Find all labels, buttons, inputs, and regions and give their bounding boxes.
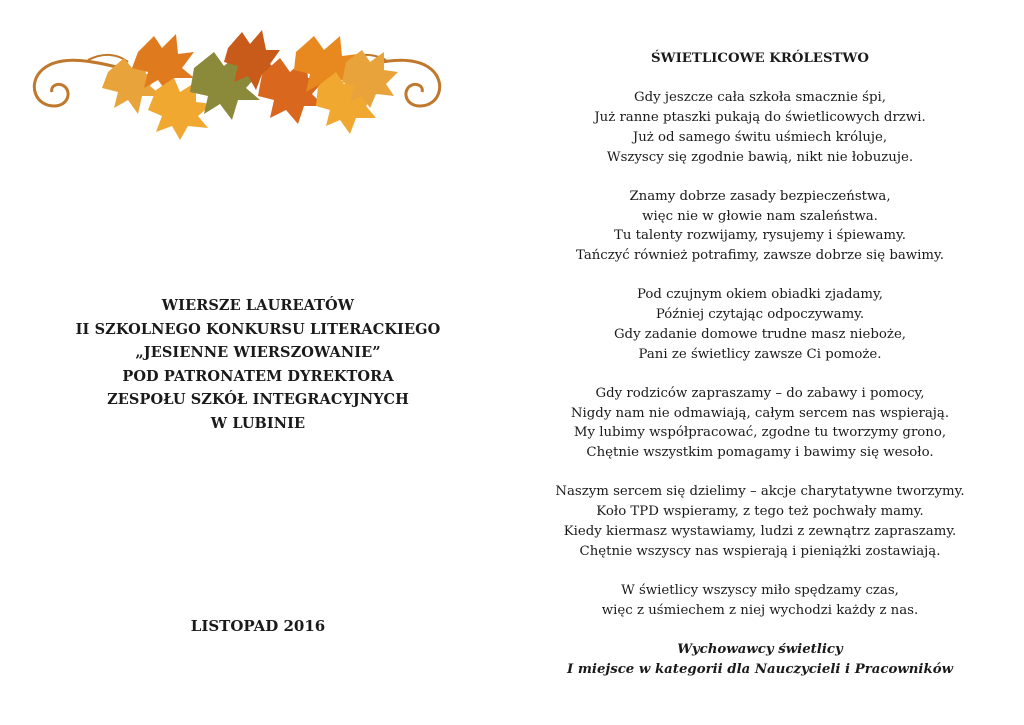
poem-line: My lubimy współpracować, zgodne tu tworzymy grono, <box>573 425 947 441</box>
poem-line: Wszyscy się zgodnie bawią, nikt nie łobuzuje. <box>606 149 914 165</box>
title-line: W LUBINIE <box>210 414 306 432</box>
poem-line: Później czytając odpoczywamy. <box>655 307 865 323</box>
right-page <box>512 0 1024 725</box>
stanza <box>512 187 1008 266</box>
poem-line: Znamy dobrze zasady bezpieczeństwa, <box>629 188 891 204</box>
poem-line: Gdy rodziców zapraszamy – do zabawy i pomocy, <box>595 385 925 401</box>
poem-line: W świetlicy wszyscy miło spędzamy czas, <box>621 582 899 598</box>
poem-line: Gdy zadanie domowe trudne masz nieboże, <box>613 326 907 342</box>
poem <box>512 49 1008 679</box>
poem-line: Tańczyć również potrafimy, zawsze dobrze się bawimy. <box>575 248 944 263</box>
title-line: ZESPOŁU SZKÓŁ INTEGRACYJNYCH <box>107 391 409 408</box>
autumn-leaves-ornament-icon <box>28 22 446 140</box>
poem-line: więc z uśmiechem z niej wychodzi każdy z nas. <box>601 602 919 618</box>
title-line: „JESIENNE WIERSZOWANIE” <box>135 344 381 361</box>
title-line: WIERSZE LAUREATÓW <box>161 297 355 314</box>
title-line: II SZKOLNEGO KONKURSU LITERACKIEGO <box>75 320 441 338</box>
poem-line: Nigdy nam nie odmawiają, całym sercem nas wspierają. <box>570 405 950 421</box>
poem-line: Naszym sercem się dzielimy – akcje charytatywne tworzymy. <box>555 484 965 500</box>
poem-line: Pani ze świetlicy zawsze Ci pomoże. <box>638 346 882 362</box>
poem-line: Już ranne ptaszki pukają do świetlicowych drzwi. <box>594 110 926 126</box>
stanza <box>512 285 1008 364</box>
poem-line: Pod czujnym okiem obiadki zjadamy, <box>636 287 884 303</box>
poem-line: Chętnie wszystkim pomagamy i bawimy się wesoło. <box>586 445 934 460</box>
stanza <box>512 88 1008 167</box>
poem-award: I miejsce w kategorii dla Nauczycieli i Pracowników <box>566 661 954 677</box>
poem-line: więc nie w głowie nam szaleństwa. <box>642 208 878 224</box>
poem-line: Chętnie wszyscy nas wspierają i pieniążki zostawiają. <box>579 543 941 559</box>
stanza <box>512 581 1008 620</box>
poem-line: Koło TPD wspieramy, z tego też pochwały mamy. <box>596 504 924 520</box>
title-line: POD PATRONATEM DYREKTORA <box>122 367 394 385</box>
poem-title: ŚWIETLICOWE KRÓLESTWO <box>651 51 869 66</box>
stanza <box>512 482 1008 561</box>
stanza <box>512 384 1008 463</box>
poem-author: Wychowawcy świetlicy <box>677 641 843 657</box>
poem-line: Gdy jeszcze cała szkoła smacznie śpi, <box>634 90 886 106</box>
publication-date: LISTOPAD 2016 <box>190 617 326 635</box>
poem-line: Kiedy kiermasz wystawiamy, ludzi z zewnątrz zapraszamy. <box>563 523 957 539</box>
poem-line: Już od samego świtu uśmiech króluje, <box>632 129 888 145</box>
poem-line: Tu talenty rozwijamy, rysujemy i śpiewamy. <box>614 228 906 244</box>
contest-title <box>0 294 516 435</box>
